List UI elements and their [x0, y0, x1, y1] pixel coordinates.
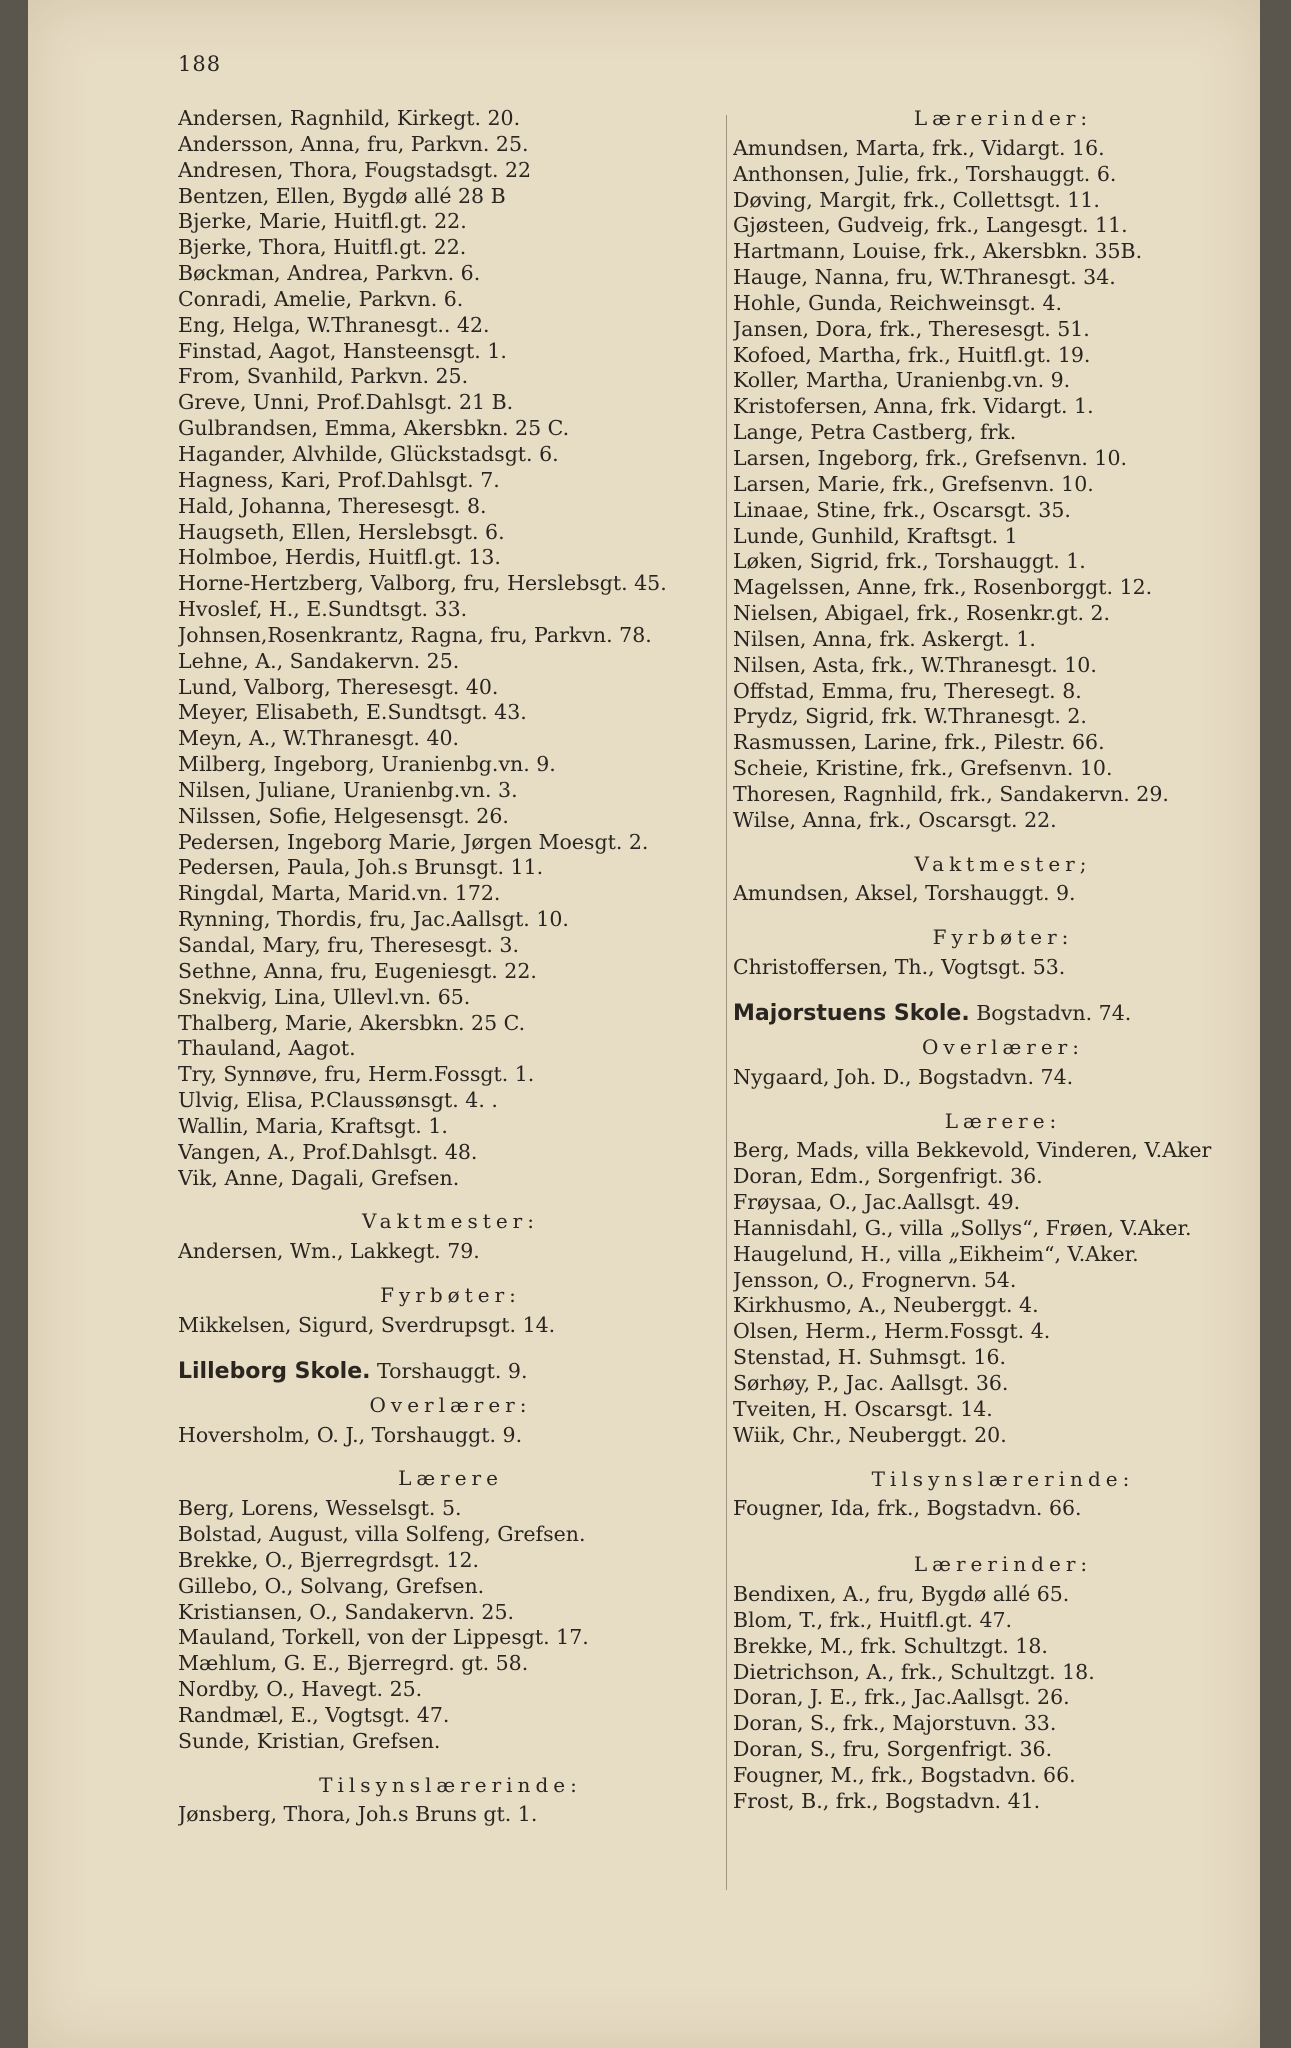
directory-entry: Haugelund, H., villa „Eikheim“, V.Aker.: [733, 1241, 1139, 1266]
right-column: [733, 106, 1273, 1815]
directory-entry: Johnsen,Rosenkrantz, Ragna, fru, Parkvn. 78.: [178, 622, 652, 647]
directory-entry: Larsen, Ingeborg, frk., Grefsenvn. 10.: [733, 445, 1128, 470]
directory-entry: Berg, Lorens, Wesselsgt. 5.: [178, 1496, 462, 1521]
directory-entry: Gjøsteen, Gudveig, frk., Langesgt. 11.: [733, 213, 1128, 238]
directory-entry: Ulvig, Elisa, P.Claussønsgt. 4. .: [178, 1088, 498, 1113]
school-address: Torshauggt. 9.: [377, 1358, 528, 1383]
section-heading-fyrboter: Fyrbøter:: [932, 925, 1074, 950]
directory-entry: Blom, T., frk., Huitfl.gt. 47.: [733, 1607, 1013, 1632]
directory-entry: Horne-Hertzberg, Valborg, fru, Herslebsgt. 45.: [178, 571, 667, 596]
directory-entry: Anthonsen, Julie, frk., Torshauggt. 6.: [733, 161, 1117, 186]
directory-entry: Try, Synnøve, fru, Herm.Fossgt. 1.: [178, 1062, 535, 1087]
directory-entry: Mauland, Torkell, von der Lippesgt. 17.: [178, 1625, 589, 1650]
directory-entry: Kofoed, Martha, frk., Huitfl.gt. 19.: [733, 342, 1091, 367]
directory-entry: Prydz, Sigrid, frk. W.Thranesgt. 2.: [733, 704, 1087, 729]
directory-entry: Nilsen, Juliane, Uranienbg.vn. 3.: [178, 777, 518, 802]
directory-entry: Andresen, Thora, Fougstadsgt. 22: [178, 157, 532, 182]
directory-entry: Nielsen, Abigael, frk., Rosenkr.gt. 2.: [733, 601, 1111, 626]
directory-entry: Magelssen, Anne, frk., Rosenborggt. 12.: [733, 575, 1153, 600]
directory-entry: Conradi, Amelie, Parkvn. 6.: [178, 286, 464, 311]
directory-entry: Finstad, Aagot, Hansteensgt. 1.: [178, 338, 507, 363]
directory-entry: Nilssen, Sofie, Helgesensgt. 26.: [178, 803, 509, 828]
directory-entry: Nordby, O., Havegt. 25.: [178, 1677, 423, 1702]
directory-entry: Pedersen, Ingeborg Marie, Jørgen Moesgt. 2.: [178, 829, 649, 854]
janitor-entry: Amundsen, Aksel, Torshauggt. 9.: [733, 881, 1076, 906]
directory-entry: Hagness, Kari, Prof.Dahlsgt. 7.: [178, 467, 500, 492]
school-name: Lilleborg Skole.: [178, 1358, 371, 1384]
directory-entry: Rasmussen, Larine, frk., Pilestr. 66.: [733, 730, 1105, 755]
janitor-entry: Andersen, Wm., Lakkegt. 79.: [178, 1239, 480, 1264]
section-heading-tilsyn: Tilsynslærerinde:: [319, 1772, 582, 1797]
page-number: 188: [178, 52, 222, 76]
directory-entry: Bentzen, Ellen, Bygdø allé 28 B: [178, 183, 506, 208]
directory-entry: Andersen, Ragnhild, Kirkegt. 20.: [178, 106, 521, 130]
stoker-entry: Christoffersen, Th., Vogtsgt. 53.: [733, 955, 1066, 980]
teacher-list: [178, 106, 723, 1191]
school-header-lilleborg: [178, 1359, 723, 1385]
directory-entry: Frost, B., frk., Bogstadvn. 41.: [733, 1788, 1041, 1813]
directory-entry: Sunde, Kristian, Grefsen.: [178, 1728, 441, 1753]
directory-entry: Lehne, A., Sandakervn. 25.: [178, 648, 460, 673]
directory-entry: Ringdal, Marta, Marid.vn. 172.: [178, 881, 501, 906]
directory-entry: Thalberg, Marie, Akersbkn. 25 C.: [178, 1010, 526, 1035]
directory-entry: Rynning, Thordis, fru, Jac.Aallsgt. 10.: [178, 907, 569, 932]
directory-entry: Løken, Sigrid, frk., Torshauggt. 1.: [733, 549, 1086, 574]
directory-entry: Linaae, Stine, frk., Oscarsgt. 35.: [733, 497, 1071, 522]
directory-entry: Kristofersen, Anna, frk. Vidargt. 1.: [733, 394, 1094, 419]
directory-entry: Berg, Mads, villa Bekkevold, Vinderen, V.Aker: [733, 1138, 1212, 1163]
directory-entry: Holmboe, Herdis, Huitfl.gt. 13.: [178, 545, 501, 570]
directory-entry: Mæhlum, G. E., Bjerregrd. gt. 58.: [178, 1651, 529, 1676]
directory-entry: Olsen, Herm., Herm.Fossgt. 4.: [733, 1319, 1051, 1344]
directory-entry: Greve, Unni, Prof.Dahlsgt. 21 B.: [178, 390, 514, 415]
directory-entry: Brekke, O., Bjerregrdsgt. 12.: [178, 1547, 480, 1572]
directory-entry: Snekvig, Lina, Ullevl.vn. 65.: [178, 984, 471, 1009]
supervisor-entry: Jønsberg, Thora, Joh.s Bruns gt. 1.: [178, 1802, 538, 1827]
directory-entry: Kirkhusmo, A., Neuberggt. 4.: [733, 1293, 1039, 1318]
directory-entry: Fougner, M., frk., Bogstadvn. 66.: [733, 1762, 1076, 1787]
female-teacher-list: [733, 136, 1273, 834]
directory-entry: Jansen, Dora, frk., Theresesgt. 51.: [733, 316, 1090, 341]
directory-entry: Vik, Anne, Dagali, Grefsen.: [178, 1165, 460, 1190]
directory-entry: Sandal, Mary, fru, Theresesgt. 3.: [178, 933, 519, 957]
directory-entry: Brekke, M., frk. Schultzgt. 18.: [733, 1633, 1048, 1658]
directory-entry: Thoresen, Ragnhild, frk., Sandakervn. 29.: [733, 781, 1169, 806]
directory-entry: Hald, Johanna, Theresesgt. 8.: [178, 493, 487, 518]
directory-entry: Gillebo, O., Solvang, Grefsen.: [178, 1573, 485, 1598]
directory-entry: Wallin, Maria, Kraftsgt. 1.: [178, 1113, 448, 1138]
directory-page: [28, 0, 1260, 2048]
school-name: Majorstuens Skole.: [733, 1001, 970, 1026]
directory-entry: Hartmann, Louise, frk., Akersbkn. 35B.: [733, 239, 1143, 264]
directory-entry: Lunde, Gunhild, Kraftsgt. 1: [733, 523, 1018, 548]
directory-entry: Meyn, A., W.Thranesgt. 40.: [178, 726, 460, 751]
directory-entry: Nilsen, Asta, frk., W.Thranesgt. 10.: [733, 652, 1097, 677]
school-header-majorstuen: [733, 1001, 1273, 1027]
directory-entry: Randmæl, E., Vogtsgt. 47.: [178, 1702, 450, 1727]
directory-entry: Lund, Valborg, Theresesgt. 40.: [178, 674, 499, 699]
directory-entry: Lange, Petra Castberg, frk.: [733, 420, 1017, 445]
directory-entry: Hannisdahl, G., villa „Sollys“, Frøen, V.Aker.: [733, 1215, 1192, 1240]
directory-entry: Jensson, O., Frognervn. 54.: [733, 1267, 1017, 1292]
directory-entry: Doran, S., frk., Majorstuvn. 33.: [733, 1711, 1057, 1736]
directory-entry: Bendixen, A., fru, Bygdø allé 65.: [733, 1582, 1070, 1607]
directory-entry: Offstad, Emma, fru, Theresegt. 8.: [733, 678, 1082, 703]
directory-entry: Sethne, Anna, fru, Eugeniesgt. 22.: [178, 958, 537, 983]
school-address: Bogstadvn. 74.: [976, 1001, 1132, 1025]
directory-entry: Vangen, A., Prof.Dahlsgt. 48.: [178, 1139, 478, 1164]
section-heading-laerere: Lærere: [398, 1466, 503, 1491]
directory-entry: Hvoslef, H., E.Sundtsgt. 33.: [178, 597, 468, 622]
directory-entry: Døving, Margit, frk., Collettsgt. 11.: [733, 187, 1100, 212]
directory-entry: Bolstad, August, villa Solfeng, Grefsen.: [178, 1522, 586, 1547]
male-teacher-list: [733, 1138, 1273, 1448]
directory-entry: Eng, Helga, W.Thranesgt.. 42.: [178, 312, 490, 337]
directory-entry: Pedersen, Paula, Joh.s Brunsgt. 11.: [178, 855, 544, 880]
directory-entry: Hohle, Gunda, Reichweinsgt. 4.: [733, 290, 1063, 315]
section-heading-tilsyn: Tilsynslærerinde:: [871, 1466, 1135, 1491]
section-heading-vaktmester: Vaktmester;: [914, 851, 1092, 876]
directory-entry: Wiik, Chr., Neuberggt. 20.: [733, 1422, 1007, 1447]
directory-entry: Milberg, Ingeborg, Uranienbg.vn. 9.: [178, 752, 556, 777]
supervisor-entry: Fougner, Ida, frk., Bogstadvn. 66.: [733, 1496, 1082, 1521]
head-teacher-entry: Hoversholm, O. J., Torshauggt. 9.: [178, 1422, 523, 1447]
directory-entry: Wilse, Anna, frk., Oscarsgt. 22.: [733, 807, 1057, 832]
female-teacher-list: [733, 1582, 1273, 1815]
column-divider: [726, 115, 727, 1890]
male-teacher-list: [178, 1496, 723, 1754]
section-heading-laererinder: Lærerinder:: [913, 106, 1093, 130]
directory-entry: Scheie, Kristine, frk., Grefsenvn. 10.: [733, 756, 1113, 781]
directory-entry: Thauland, Aagot.: [178, 1036, 356, 1061]
section-heading-fyrboter: Fyrbøter:: [380, 1283, 521, 1308]
directory-entry: Frøysaa, O., Jac.Aallsgt. 49.: [733, 1190, 1021, 1215]
directory-entry: Doran, S., fru, Sorgenfrigt. 36.: [733, 1737, 1053, 1762]
directory-entry: Hauge, Nanna, fru, W.Thranesgt. 34.: [733, 265, 1116, 290]
directory-entry: Bøckman, Andrea, Parkvn. 6.: [178, 261, 481, 286]
directory-entry: Stenstad, H. Suhmsgt. 16.: [733, 1345, 1007, 1370]
directory-entry: Meyer, Elisabeth, E.Sundtsgt. 43.: [178, 700, 527, 725]
directory-entry: Nilsen, Anna, frk. Askergt. 1.: [733, 626, 1036, 651]
directory-entry: Bjerke, Thora, Huitfl.gt. 22.: [178, 235, 467, 260]
directory-entry: Koller, Martha, Uranienbg.vn. 9.: [733, 368, 1071, 393]
directory-entry: Amundsen, Marta, frk., Vidargt. 16.: [733, 135, 1105, 160]
directory-entry: Larsen, Marie, frk., Grefsenvn. 10.: [733, 471, 1094, 496]
directory-entry: Haugseth, Ellen, Herslebsgt. 6.: [178, 519, 505, 544]
directory-entry: Doran, J. E., frk., Jac.Aallsgt. 26.: [733, 1685, 1070, 1710]
directory-entry: Sørhøy, P., Jac. Aallsgt. 36.: [733, 1370, 1009, 1395]
left-column: [178, 106, 723, 1828]
head-teacher-entry: Nygaard, Joh. D., Bogstadvn. 74.: [733, 1064, 1074, 1089]
section-heading-vaktmester: Vaktmester:: [362, 1209, 539, 1234]
stoker-entry: Mikkelsen, Sigurd, Sverdrupsgt. 14.: [178, 1312, 556, 1337]
directory-entry: Gulbrandsen, Emma, Akersbkn. 25 C.: [178, 416, 570, 441]
directory-entry: Doran, Edm., Sorgenfrigt. 36.: [733, 1164, 1043, 1189]
directory-entry: Tveiten, H. Oscarsgt. 14.: [733, 1396, 993, 1421]
section-heading-laerere: Lærere:: [944, 1108, 1062, 1133]
directory-entry: Kristiansen, O., Sandakervn. 25.: [178, 1599, 515, 1624]
directory-entry: Dietrichson, A., frk., Schultzgt. 18.: [733, 1659, 1095, 1684]
directory-entry: Bjerke, Marie, Huitfl.gt. 22.: [178, 209, 467, 234]
section-heading-laererinder: Lærerinder:: [913, 1552, 1093, 1577]
section-heading-overlaerer: Overlærer:: [922, 1034, 1084, 1059]
directory-entry: Hagander, Alvhilde, Glückstadsgt. 6.: [178, 441, 559, 466]
directory-entry: From, Svanhild, Parkvn. 25.: [178, 364, 469, 389]
directory-entry: Andersson, Anna, fru, Parkvn. 25.: [178, 131, 529, 156]
section-heading-overlaerer: Overlærer:: [369, 1392, 532, 1417]
